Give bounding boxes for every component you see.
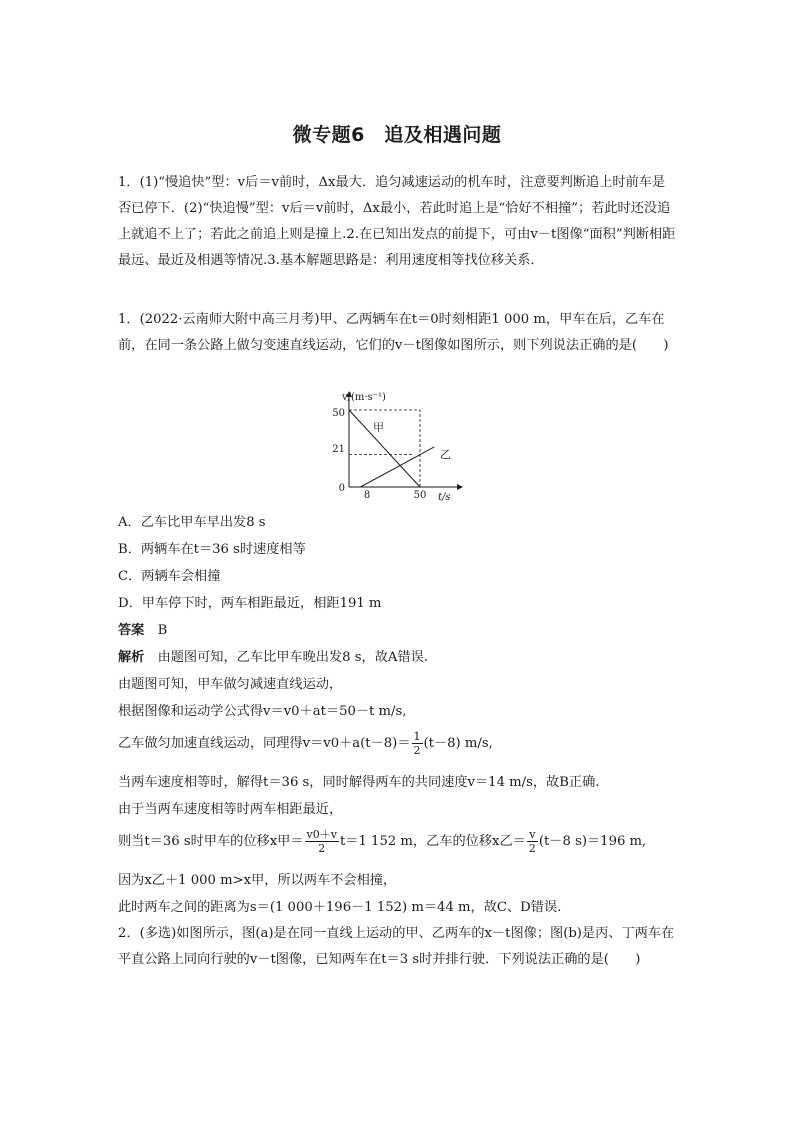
analysis-line-4 [118,730,493,757]
analysis-label: 解析 [118,650,145,665]
frac-num: 1 [413,730,421,743]
answer-value: B [157,623,168,638]
question-2-stem: 2．(多选)如图所示，图(a)是在同一直线上运动的甲、乙两车的x－t图像；图(b)是丙、丁两车在平直公路上同向行驶的v－t图像，已知两车在t＝3 s时并排行驶．下列说法正确的是( ) [118,926,675,967]
option-d: D．甲车停下时，两车相距最近，相距191 m [118,596,382,611]
series-line-jia [349,410,420,487]
fraction-half [412,730,423,757]
frac-den: 2 [413,744,421,757]
frac-num: v [527,828,538,842]
analysis-4b: (t－8) m/s, [423,736,493,751]
x-tick-0: 0 [338,483,345,494]
answer-label: 答案 [118,623,145,638]
answer-line [118,619,167,638]
analysis-text-1: 由题图可知，乙车比甲车晚出发8 s，故A错误. [157,650,429,665]
x-tick-50: 50 [413,490,427,501]
option-a: A．乙车比甲车早出发8 s [118,515,266,530]
analysis-line-6: 由于当两车速度相等时两车相距最近， [118,802,343,817]
analysis-7a: 则当t＝36 s时甲车的位移x甲＝ [118,834,304,849]
analysis-7c: (t－8 s)＝196 m, [538,834,647,849]
analysis-line-3: 根据图像和运动学公式得v＝v0＋at＝50－t m/s, [118,704,407,719]
analysis-4a: 乙车做匀加速直线运动，同理得v＝v0＋a(t－8)＝ [118,736,411,751]
series-label-yi: 乙 [440,448,451,461]
analysis-line-8: 因为x乙＋1 000 m>x甲，所以两车不会相撞， [118,873,397,888]
question-1-stem: 1．(2022·云南师大附中高三月考)甲、乙两辆车在t＝0时刻相距1 000 m，甲车在后，乙车在前，在同一条公路上做匀变速直线运动，它们的v－t图像如图所示，则下列说法正确的是( ) [118,312,669,353]
frac-den: 2 [528,842,536,855]
page-title: 微专题6 追及相遇问题 [292,124,502,146]
series-label-jia: 甲 [373,421,384,434]
fraction-avg-velocity [305,828,339,855]
vt-chart [318,386,478,510]
frac-num: v0＋v [306,828,337,841]
analysis-line-5: 当两车速度相等时，解得t＝36 s，同时解得两车的共同速度v＝14 m/s，故B正确. [118,775,600,790]
analysis-line-9: 此时两车之间的距离为s＝(1 000＋196－1 152) m＝44 m，故C、D错误. [118,900,562,915]
x-tick-8: 8 [363,490,371,501]
y-axis-label: v/(m·s⁻¹) [342,392,386,403]
frac-den: 2 [318,842,326,855]
analysis-line-2: 由题图可知，甲车做匀减速直线运动， [118,677,343,692]
analysis-7b: t＝1 152 m，乙车的位移x乙＝ [339,834,526,849]
analysis-line-1 [118,646,428,665]
y-tick-21: 21 [332,444,345,455]
fraction-v-half [527,828,538,855]
intro-paragraph: 1．(1)“慢追快”型：v后＝v前时，Δx最大．追匀减速运动的机车时，注意要判断追上时前车是否已停下．(2)“快追慢”型：v后＝v前时，Δx最小，若此时追上是“恰好不相撞”；若此时还没追上就追不上了；若此之前追上则是撞上.2.在已知出发点的前提下，可由v－t图像“面积”判断相距最远、最近及相遇等情况.3.基本解题思路是：利用速度相等找位移关系． [118,175,676,268]
option-b: B．两辆车在t＝36 s时速度相等 [118,542,306,557]
y-tick-50: 50 [332,408,345,419]
series-line-yi [360,447,434,487]
x-axis-label: t/s [438,492,451,503]
option-c: C．两辆车会相撞 [118,569,221,584]
analysis-line-7 [118,828,646,855]
